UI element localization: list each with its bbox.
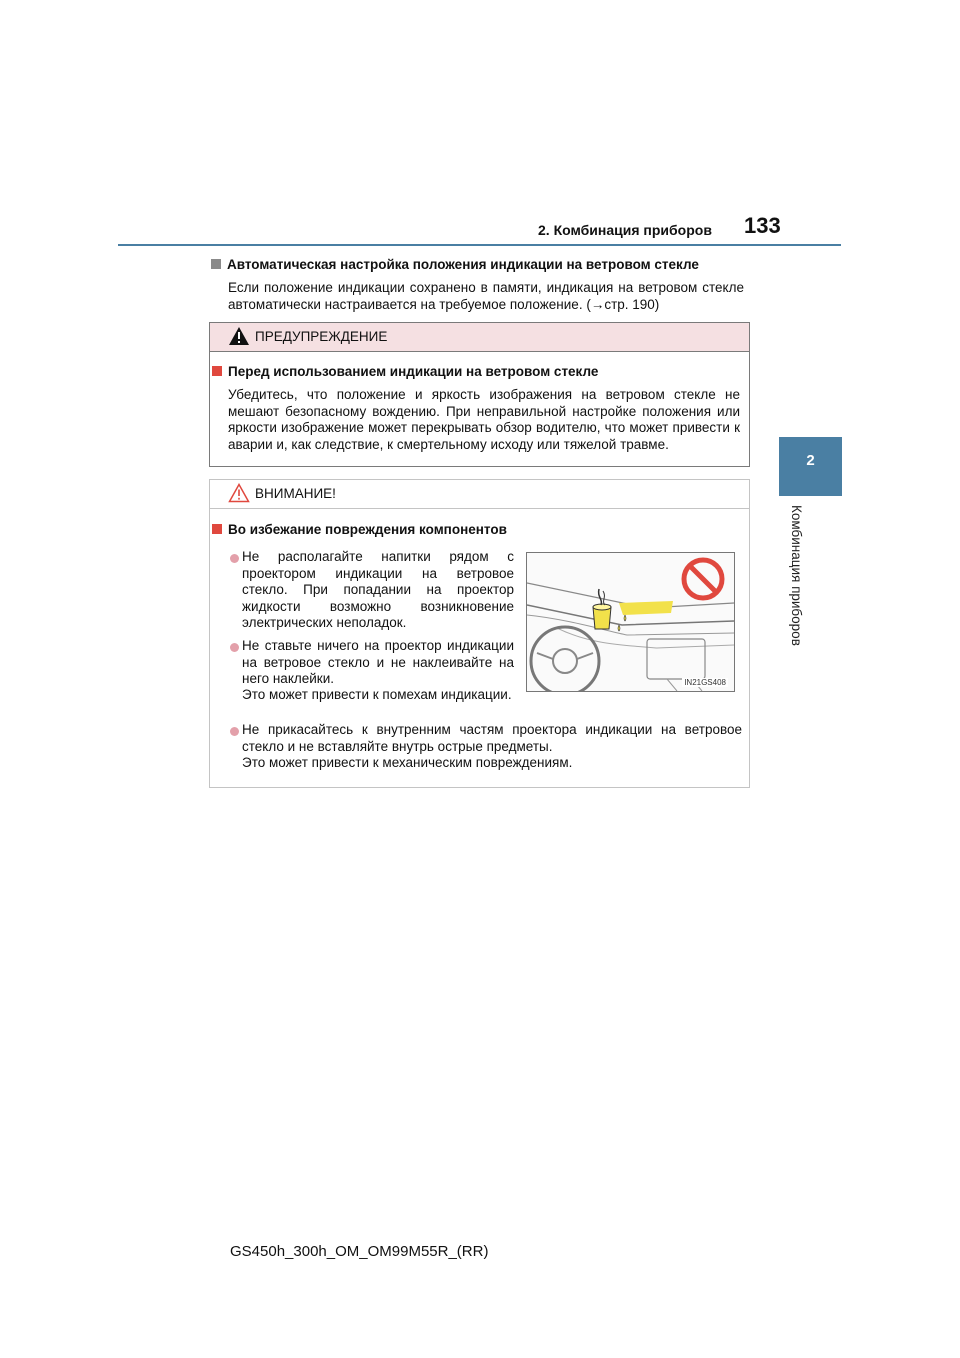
page-number: 133 (744, 213, 781, 238)
caution-bullet-2-note: Это может привести к помехам индикации. (242, 687, 512, 702)
image-code: IN21GS408 (684, 678, 726, 687)
caution-header (210, 480, 749, 509)
bullet-dot-icon (230, 643, 239, 652)
bullet-dot-icon (230, 554, 239, 563)
section-body: Если положение индикации сохранено в памяти, индикация на ветровом стекле автоматически настраивается на требуемое положение. (→стр. 190) (228, 280, 744, 312)
square-bullet-icon (211, 259, 221, 269)
caution-subheading-text: Во избежание повреждения компонентов (228, 522, 507, 537)
caution-triangle-icon (228, 483, 250, 503)
warning-box (209, 322, 750, 467)
caution-bullet-2: Не ставьте ничего на проектор индикации на ветровое стекло и не наклеивайте на него наклейки. (242, 638, 514, 686)
header-rule (118, 244, 841, 246)
warning-subheading (212, 364, 598, 379)
warning-header (210, 323, 749, 352)
caution-bullet-1: Не располагайте напитки рядом с проектором индикации на ветровое стекло. При попадании на проектор жидкости возможно возникновение электрических неполадок. (242, 549, 514, 630)
bullet-dot-icon (230, 727, 239, 736)
caution-bullet-3: Не прикасайтесь к внутренним частям проектора индикации на ветровое стекло и не вставляйте внутрь острые предметы. (242, 722, 742, 754)
section-heading-text: Автоматическая настройка положения индикации на ветровом стекле (227, 257, 699, 272)
warning-triangle-icon (228, 326, 250, 346)
square-bullet-icon (212, 366, 222, 376)
warning-title: ПРЕДУПРЕЖДЕНИЕ (255, 329, 388, 344)
chapter-label: Комбинация приборов (789, 505, 804, 646)
chapter-number: 2 (806, 452, 815, 469)
square-bullet-icon (212, 524, 222, 534)
caution-subheading (212, 522, 507, 537)
section-title: 2. Комбинация приборов (538, 222, 712, 238)
warning-body: Убедитесь, что положение и яркость изображения на ветровом стекле не мешают безопасному вождению. При неправильной настройке положения или яркости изображение может перекрывать обзор водителю, что может привести к аварии и, как следствие, к смертельному исходу или тяжелой травме. (228, 387, 740, 452)
dashboard-illustration (526, 552, 735, 692)
section-heading (211, 257, 699, 272)
caution-bullet-3-note: Это может привести к механическим повреждениям. (242, 755, 573, 770)
warning-subheading-text: Перед использованием индикации на ветровом стекле (228, 364, 599, 379)
caution-title: ВНИМАНИЕ! (255, 486, 336, 501)
manual-code: GS450h_300h_OM_OM99M55R_(RR) (230, 1243, 489, 1260)
dashboard-drawing (527, 553, 734, 691)
caution-box (209, 479, 750, 788)
